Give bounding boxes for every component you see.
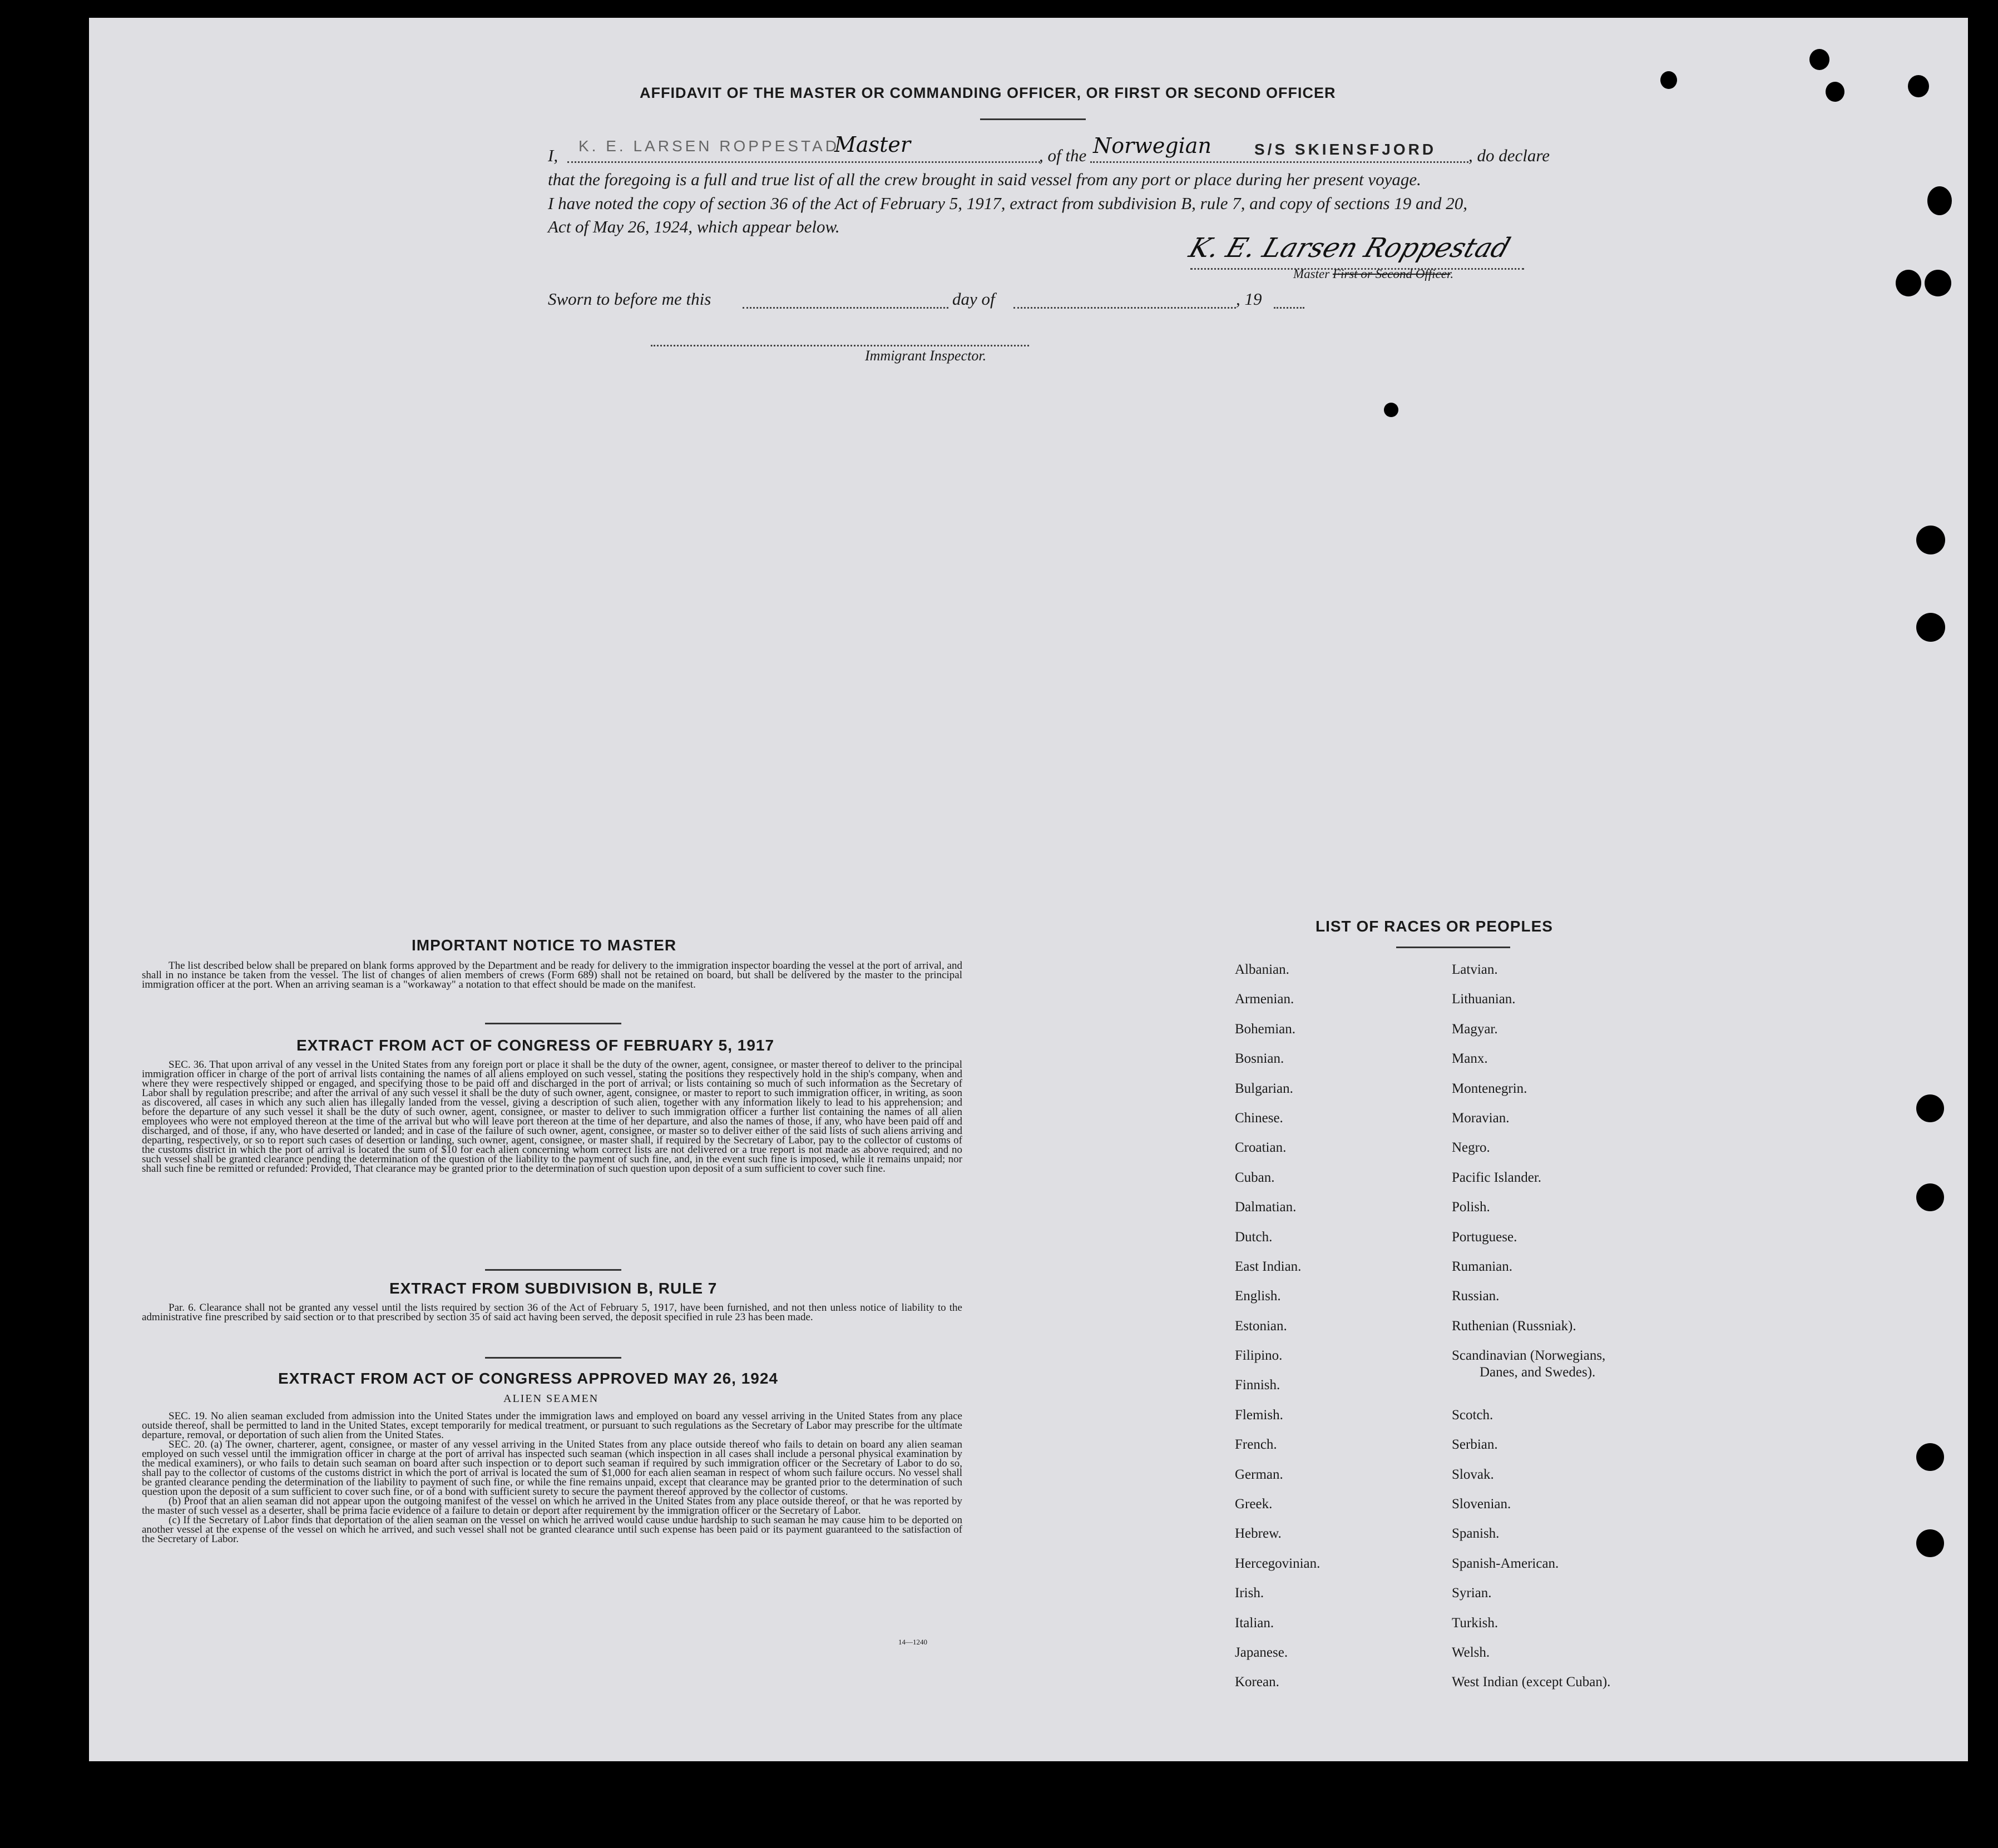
- sec20c-text: (c) If the Secretary of Labor finds that deportation of the alien seaman on the vessel on which he arrived would cause undue hardship to such seaman he may cause him to be deported on another vessel at the expense of the vessel on which he arrived, and such vessel shall not be granted clearance until such expense has been paid or its payment guaranteed to the satisfaction of the Secretary of Labor.: [142, 1514, 962, 1545]
- race-item: Lithuanian.: [1452, 992, 1516, 1007]
- signature-caption: [1293, 267, 1453, 281]
- race-item: Latvian.: [1452, 962, 1498, 977]
- race-item: Syrian.: [1452, 1586, 1492, 1601]
- notice-text: The list described below shall be prepared on blank forms approved by the Department and be ready for delivery to the immigration inspector boarding the vessel at the port of arrival, and shall in no instance be taken from the vessel. The list of changes of alien members of crews (Form 689) shall not be retained on board, but shall be delivered by the master to the principal immigration officer at the port. When an arriving seaman is a "workaway" a notation to that effect should be made on the manifest.: [142, 960, 962, 990]
- caption-end: .: [1450, 267, 1454, 281]
- race-item: Bulgarian.: [1235, 1081, 1293, 1096]
- name-stamp: K. E. LARSEN ROPPESTAD: [578, 137, 839, 155]
- race-item: Flemish.: [1235, 1407, 1283, 1423]
- rule7-text: Par. 6. Clearance shall not be granted any vessel until the lists required by section 36 of the Act of February 5, 1917, have been furnished, and not then unless notice of liability to the administrative fine prescribed by said section or to that prescribed by section 35 of said act having been served, the deposit specified in rule 23 has been made.: [142, 1302, 962, 1323]
- punch-hole: [1908, 75, 1929, 97]
- name-line: [567, 161, 1040, 163]
- race-item: Korean.: [1235, 1674, 1279, 1690]
- punch-hole: [1896, 270, 1921, 296]
- race-item: Bohemian.: [1235, 1021, 1296, 1037]
- caption-struck: First or Second Officer: [1332, 267, 1451, 281]
- race-item: Finnish.: [1235, 1378, 1280, 1393]
- vessel-stamp: S/S SKIENSFJORD: [1254, 141, 1437, 158]
- form-number: 14—1240: [898, 1638, 927, 1646]
- race-item: Spanish-American.: [1452, 1555, 1559, 1571]
- extract-1924-body: [142, 1411, 962, 1544]
- race-item: Scotch.: [1452, 1407, 1493, 1423]
- race-item: Hebrew.: [1235, 1526, 1282, 1542]
- punch-hole: [1916, 526, 1945, 554]
- punch-hole: [1826, 82, 1844, 102]
- inspector-line: [651, 345, 1029, 346]
- do-declare: , do declare: [1468, 146, 1550, 165]
- races-rule: [1396, 947, 1510, 948]
- sworn-label: Sworn to before me this: [548, 289, 711, 309]
- race-item: Magyar.: [1452, 1021, 1498, 1037]
- of-the: , of the: [1039, 146, 1087, 165]
- race-item: Slovenian.: [1452, 1497, 1511, 1512]
- race-item: Armenian.: [1235, 992, 1294, 1007]
- race-item: Greek.: [1235, 1497, 1273, 1512]
- punch-hole: [1916, 1529, 1944, 1557]
- race-item: East Indian.: [1235, 1259, 1302, 1274]
- sworn-month-line: [1013, 307, 1236, 309]
- sworn-day-line: [743, 307, 948, 309]
- notice-rule: [485, 1023, 621, 1024]
- affidavit-line-2: that the foregoing is a full and true list of all the crew brought in said vessel from any port or place during her present voyage.: [548, 170, 1421, 189]
- race-item: Polish.: [1452, 1200, 1490, 1215]
- rule7-title: EXTRACT FROM SUBDIVISION B, RULE 7: [389, 1280, 718, 1297]
- race-item: Portuguese.: [1452, 1229, 1517, 1245]
- race-item: Welsh.: [1452, 1645, 1490, 1660]
- sec20a-text: SEC. 20. (a) The owner, charterer, agent, consignee, or master of any vessel arriving in the United States from any place outside thereof who fails to detain on board any alien seaman employed on such vessel until the immigration officer in charge at the port of arrival has inspected such seaman (which inspection in all cases shall include a personal physical examination by the medical examiners), or who fails to detain such seaman on board after such inspection or to deport such seaman if required by such immigration officer or the Secretary of Labor to do so, shall pay to the collector of customs of the customs district in which the port of arrival is located the sum of $1,000 for each alien seaman in respect of whom such failure occurs. No vessel shall be granted clearance pending the determination of the liability to payment of such fine, or while the fine remains unpaid, except that clearance may be granted prior to the determination of such question upon the deposit of a sum sufficient to cover such fine, or of a bond with sufficient surety to secure the payment thereof approved by the collector of customs.: [142, 1439, 962, 1498]
- caption-master: Master: [1293, 267, 1330, 281]
- extract-1917-title: EXTRACT FROM ACT OF CONGRESS OF FEBRUARY 5, 1917: [296, 1037, 775, 1054]
- race-item: Croatian.: [1235, 1140, 1287, 1156]
- race-item: Hercegovinian.: [1235, 1555, 1321, 1571]
- affidavit-line-4: Act of May 26, 1924, which appear below.: [548, 217, 840, 236]
- affidavit-i: I,: [548, 146, 558, 165]
- punch-hole: [1660, 71, 1677, 89]
- punch-hole: [1916, 1443, 1944, 1471]
- race-item: Japanese.: [1235, 1644, 1288, 1660]
- race-item: Albanian.: [1235, 962, 1289, 977]
- punch-hole: [1916, 1094, 1944, 1122]
- extract-1924-subtitle: ALIEN SEAMEN: [503, 1393, 599, 1405]
- race-item: Ruthenian (Russniak).: [1452, 1318, 1576, 1334]
- race-item: Manx.: [1452, 1051, 1488, 1067]
- punch-hole: [1925, 270, 1951, 296]
- race-item: Serbian.: [1452, 1437, 1498, 1453]
- race-item: Moravian.: [1452, 1110, 1510, 1126]
- race-item: Dutch.: [1235, 1229, 1273, 1245]
- punch-hole: [1916, 613, 1945, 642]
- punch-hole: [1809, 49, 1829, 70]
- race-item: Montenegrin.: [1452, 1081, 1527, 1096]
- sec20b-text: (b) Proof that an alien seaman did not appear upon the outgoing manifest of the vessel on which he arrived in the United States from any place outside thereof, or that he was reported by the master of such vessel as a deserter, shall be prima facie evidence of a failure to detain or deport after requirement by the immigration officer or the Secretary of Labor.: [142, 1495, 962, 1517]
- affidavit-line-3: I have noted the copy of section 36 of the Act of February 5, 1917, extract from subdivision B, rule 7, and copy of sections 19 and 20,: [548, 194, 1468, 213]
- race-item: German.: [1235, 1466, 1283, 1482]
- punch-hole: [1927, 186, 1952, 215]
- vessel-line: [1090, 161, 1468, 163]
- race-item: West Indian (except Cuban).: [1452, 1674, 1611, 1690]
- punch-hole: [1384, 403, 1398, 417]
- race-item: Estonian.: [1235, 1318, 1287, 1334]
- race-item: Bosnian.: [1235, 1051, 1284, 1067]
- race-item: Pacific Islander.: [1452, 1170, 1542, 1185]
- inspector-label: Immigrant Inspector.: [865, 348, 987, 364]
- day-of-label: day of: [952, 289, 995, 309]
- race-item: Scandinavian (Norwegians,: [1452, 1348, 1606, 1364]
- race-item: French.: [1235, 1437, 1277, 1453]
- race-item: Dalmatian.: [1235, 1200, 1297, 1215]
- race-item: Italian.: [1235, 1615, 1274, 1631]
- races-title: LIST OF RACES OR PEOPLES: [1315, 918, 1553, 935]
- extract-1917-text: SEC. 36. That upon arrival of any vessel in the United States from any foreign port or place it shall be the duty of the owner, agent, consignee, or master thereof to deliver to the principal immigration officer in charge of the port of arrival lists containing the names of all aliens employed on such vessel, stating the positions they respectively hold in the ship's company, when and where they were respectively shipped or engaged, and specifying those to be paid off and discharged in the port of arrival; or lists containing so much of such information as the Secretary of Labor shall by regulation prescribe; and after the arrival of any such vessel it shall be the duty of such owner, agent, consignee, or master to report to such immigration officer, in writing, as soon as discovered, all cases in which any such alien has illegally landed from the vessel, giving a description of such alien, together with any information likely to lead to his apprehension; and before the departure of any such vessel it shall be the duty of such owner, agent, consignee, or master to deliver to such immigration officer a further list containing the names of all alien employees who were not employed thereon at the time of the arrival but who will leave port thereon at the time of her departure, and also the names of those, if any, who have been paid off and discharged, and of those, if any, who have deserted or landed; and in case of the failure of such owner, agent, consignee, or master so to deliver either of the said lists of such aliens arriving and departing, respectively, or so to report such cases of desertion or landing, such owner, agent, consignee, or master shall, if required by the Secretary of Labor, pay to the collector of customs of the customs district in which the port of arrival is located the sum of $10 for each alien concerning whom correct lists are not delivered or a true report is not made as above required; and no such vessel shall be granted clearance pending the determination of the question of the liability to the payment of such fine, and, in the event such fine is imposed, while it remains unpaid; nor shall such fine be remitted or refunded: Provided, That clearance may be granted prior to the determination of such question upon deposit of a sum sufficient to cover such fine.: [142, 1059, 962, 1175]
- race-item: Chinese.: [1235, 1110, 1283, 1126]
- affidavit-title: AFFIDAVIT OF THE MASTER OR COMMANDING OFFICER, OR FIRST OR SECOND OFFICER: [640, 85, 1336, 101]
- sec19-text: SEC. 19. No alien seaman excluded from admission into the United States under the immigration laws and employed on board any vessel arriving in the United States from any place outside thereof, shall be permitted to land in the United States, except temporarily for medical treatment, or pursuant to such regulations as the Secretary of Labor may prescribe for the ultimate departure, removal, or deportation of such alien from the United States.: [142, 1410, 962, 1441]
- race-item: Irish.: [1235, 1586, 1264, 1601]
- rank-handwritten: Master: [834, 132, 911, 157]
- race-item: Filipino.: [1235, 1348, 1283, 1364]
- extract-1917-rule: [485, 1269, 621, 1271]
- race-item: Cuban.: [1235, 1170, 1275, 1185]
- master-signature: K. E. Larsen Roppestad: [1185, 232, 1514, 264]
- rule7-rule: [485, 1357, 621, 1359]
- nationality-handwritten: Norwegian: [1093, 133, 1211, 158]
- extract-1924-title: EXTRACT FROM ACT OF CONGRESS APPROVED MAY 26, 1924: [278, 1370, 778, 1387]
- race-item: Slovak.: [1452, 1466, 1494, 1482]
- race-item: Rumanian.: [1452, 1259, 1513, 1274]
- race-item: Danes, and Swedes).: [1480, 1365, 1596, 1380]
- race-item: Turkish.: [1452, 1615, 1498, 1631]
- punch-hole: [1916, 1183, 1944, 1211]
- race-item: Russian.: [1452, 1289, 1500, 1304]
- races-right-column: [1452, 962, 1610, 1705]
- year-label: , 19: [1236, 289, 1262, 309]
- races-left-column: [1235, 962, 1320, 1705]
- race-item: Negro.: [1452, 1140, 1490, 1156]
- notice-title: IMPORTANT NOTICE TO MASTER: [412, 937, 677, 954]
- race-item: Spanish.: [1452, 1526, 1500, 1542]
- sworn-year-line: [1274, 307, 1304, 309]
- title-rule: [980, 118, 1086, 120]
- race-item: English.: [1235, 1289, 1281, 1304]
